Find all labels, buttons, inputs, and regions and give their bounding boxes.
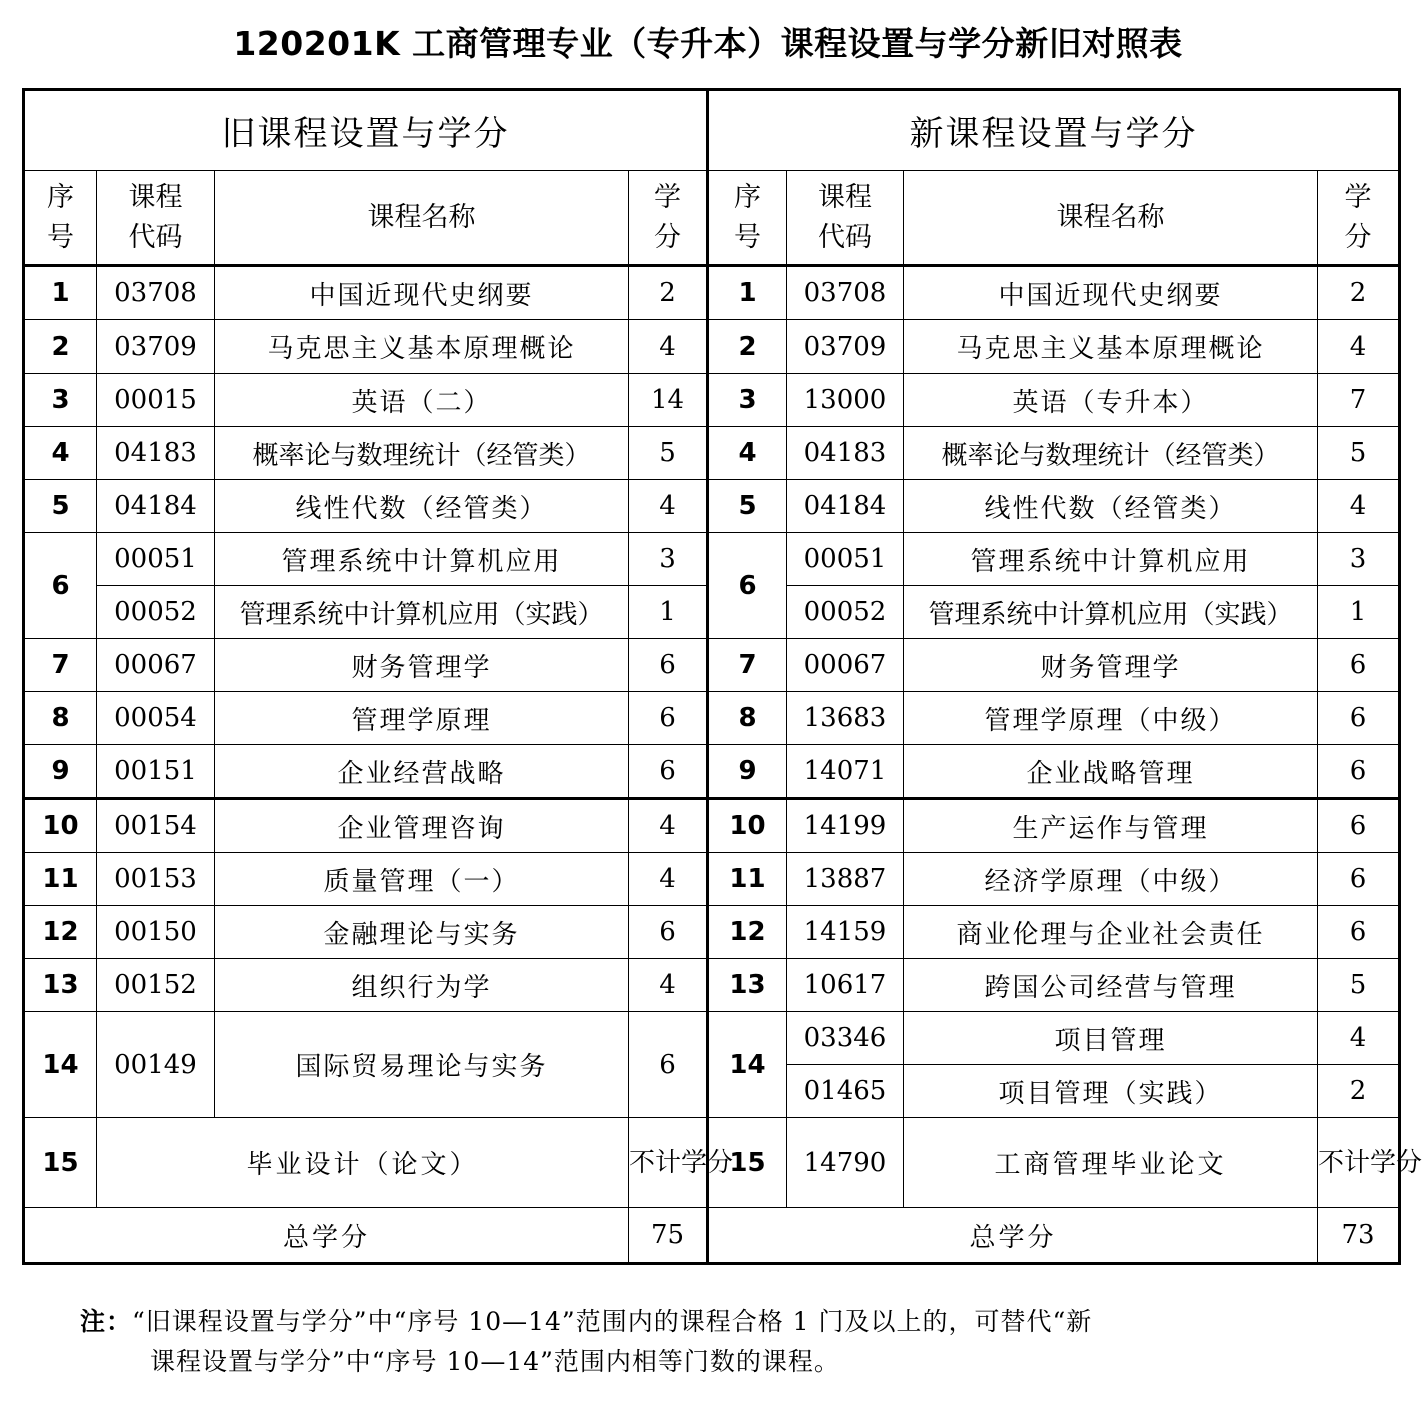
new-code: 03709 bbox=[787, 320, 904, 374]
old-code: 00052 bbox=[97, 586, 215, 639]
new-credit: 2 bbox=[1318, 266, 1400, 320]
table-row bbox=[24, 639, 1400, 692]
section-header-row bbox=[24, 90, 1400, 171]
new-credit: 4 bbox=[1318, 320, 1400, 374]
old-code-header: 课程 代码 bbox=[97, 171, 215, 266]
new-total-credits: 73 bbox=[1318, 1208, 1400, 1264]
new-code: 00067 bbox=[787, 639, 904, 692]
new-credit: 5 bbox=[1318, 959, 1400, 1012]
old-code: 00153 bbox=[97, 853, 215, 906]
new-credit: 6 bbox=[1318, 799, 1400, 853]
new-code: 13683 bbox=[787, 692, 904, 745]
new-code: 10617 bbox=[787, 959, 904, 1012]
new-course-name: 中国近现代史纲要 bbox=[904, 266, 1318, 320]
old-code: 04183 bbox=[97, 427, 215, 480]
table-row bbox=[24, 1118, 1400, 1208]
new-name-header: 课程名称 bbox=[904, 171, 1318, 266]
new-seq: 9 bbox=[708, 745, 787, 799]
old-seq: 9 bbox=[24, 745, 97, 799]
old-course-name: 金融理论与实务 bbox=[215, 906, 629, 959]
new-credit: 3 bbox=[1318, 533, 1400, 586]
new-code: 14790 bbox=[787, 1118, 904, 1208]
old-seq: 3 bbox=[24, 374, 97, 427]
new-credit: 不计学分 bbox=[1318, 1118, 1400, 1208]
column-header-row bbox=[24, 171, 1400, 266]
old-credit: 4 bbox=[629, 959, 708, 1012]
new-credit: 4 bbox=[1318, 480, 1400, 533]
new-credit: 1 bbox=[1318, 586, 1400, 639]
old-seq-header: 序 号 bbox=[24, 171, 97, 266]
old-course-name: 概率论与数理统计（经管类） bbox=[215, 427, 629, 480]
footnote bbox=[80, 1302, 1370, 1382]
new-code: 03346 bbox=[787, 1012, 904, 1065]
new-seq: 14 bbox=[708, 1012, 787, 1118]
new-code: 00052 bbox=[787, 586, 904, 639]
new-code: 00051 bbox=[787, 533, 904, 586]
new-total-label: 总学分 bbox=[708, 1208, 1318, 1264]
new-credit: 7 bbox=[1318, 374, 1400, 427]
old-credit: 6 bbox=[629, 692, 708, 745]
old-credit: 14 bbox=[629, 374, 708, 427]
new-course-name: 商业伦理与企业社会责任 bbox=[904, 906, 1318, 959]
new-seq: 12 bbox=[708, 906, 787, 959]
total-row bbox=[24, 1208, 1400, 1264]
old-code: 00015 bbox=[97, 374, 215, 427]
new-course-name: 项目管理 bbox=[904, 1012, 1318, 1065]
new-course-name: 管理学原理（中级） bbox=[904, 692, 1318, 745]
old-seq: 12 bbox=[24, 906, 97, 959]
table-row bbox=[24, 1012, 1400, 1065]
old-seq: 15 bbox=[24, 1118, 97, 1208]
old-seq: 13 bbox=[24, 959, 97, 1012]
old-code: 00051 bbox=[97, 533, 215, 586]
new-code-header: 课程 代码 bbox=[787, 171, 904, 266]
old-credit: 3 bbox=[629, 533, 708, 586]
old-course-name: 企业管理咨询 bbox=[215, 799, 629, 853]
new-credit: 6 bbox=[1318, 906, 1400, 959]
new-section-title: 新课程设置与学分 bbox=[708, 90, 1400, 171]
new-course-name: 跨国公司经营与管理 bbox=[904, 959, 1318, 1012]
table-row bbox=[24, 799, 1400, 853]
new-seq: 6 bbox=[708, 533, 787, 639]
old-code: 00149 bbox=[97, 1012, 215, 1118]
old-credit: 6 bbox=[629, 745, 708, 799]
old-section-title: 旧课程设置与学分 bbox=[24, 90, 708, 171]
table-row bbox=[24, 853, 1400, 906]
old-code: 00150 bbox=[97, 906, 215, 959]
new-credit: 4 bbox=[1318, 1012, 1400, 1065]
table-row bbox=[24, 427, 1400, 480]
old-course-name: 中国近现代史纲要 bbox=[215, 266, 629, 320]
old-code: 00151 bbox=[97, 745, 215, 799]
new-credit: 6 bbox=[1318, 692, 1400, 745]
old-total-credits: 75 bbox=[629, 1208, 708, 1264]
old-credit: 4 bbox=[629, 799, 708, 853]
new-seq: 15 bbox=[708, 1118, 787, 1208]
old-code: 00152 bbox=[97, 959, 215, 1012]
new-course-name: 财务管理学 bbox=[904, 639, 1318, 692]
new-seq: 5 bbox=[708, 480, 787, 533]
new-seq: 2 bbox=[708, 320, 787, 374]
old-credit: 4 bbox=[629, 480, 708, 533]
table-row bbox=[24, 374, 1400, 427]
new-course-name: 企业战略管理 bbox=[904, 745, 1318, 799]
old-course-name: 毕业设计（论文） bbox=[97, 1118, 629, 1208]
old-name-header: 课程名称 bbox=[215, 171, 629, 266]
old-code: 00154 bbox=[97, 799, 215, 853]
new-seq: 4 bbox=[708, 427, 787, 480]
old-course-name: 财务管理学 bbox=[215, 639, 629, 692]
old-code: 00067 bbox=[97, 639, 215, 692]
new-course-name: 管理系统中计算机应用 bbox=[904, 533, 1318, 586]
new-code: 01465 bbox=[787, 1065, 904, 1118]
old-total-label: 总学分 bbox=[24, 1208, 629, 1264]
old-credit: 不计学分 bbox=[629, 1118, 708, 1208]
new-seq: 3 bbox=[708, 374, 787, 427]
new-credit-header: 学 分 bbox=[1318, 171, 1400, 266]
table-row bbox=[24, 533, 1400, 586]
old-credit: 6 bbox=[629, 906, 708, 959]
old-code: 03709 bbox=[97, 320, 215, 374]
old-course-name: 质量管理（一） bbox=[215, 853, 629, 906]
old-course-name: 企业经营战略 bbox=[215, 745, 629, 799]
old-seq: 11 bbox=[24, 853, 97, 906]
new-seq: 10 bbox=[708, 799, 787, 853]
new-code: 13887 bbox=[787, 853, 904, 906]
course-comparison-table bbox=[22, 88, 1422, 1265]
table-row bbox=[24, 692, 1400, 745]
old-code: 03708 bbox=[97, 266, 215, 320]
new-credit: 5 bbox=[1318, 427, 1400, 480]
old-code: 04184 bbox=[97, 480, 215, 533]
new-credit: 6 bbox=[1318, 745, 1400, 799]
new-credit: 6 bbox=[1318, 853, 1400, 906]
old-code: 00054 bbox=[97, 692, 215, 745]
new-seq: 7 bbox=[708, 639, 787, 692]
old-credit: 6 bbox=[629, 639, 708, 692]
table-row bbox=[24, 480, 1400, 533]
new-course-name: 经济学原理（中级） bbox=[904, 853, 1318, 906]
new-code: 14159 bbox=[787, 906, 904, 959]
new-code: 14199 bbox=[787, 799, 904, 853]
new-seq: 8 bbox=[708, 692, 787, 745]
old-seq: 7 bbox=[24, 639, 97, 692]
table-row bbox=[24, 320, 1400, 374]
old-seq: 6 bbox=[24, 533, 97, 639]
new-code: 14071 bbox=[787, 745, 904, 799]
footnote-line-1: “旧课程设置与学分”中“序号 10—14”范围内的课程合格 1 门及以上的，可替代“新 bbox=[132, 1307, 1093, 1336]
table-row bbox=[24, 745, 1400, 799]
old-course-name: 马克思主义基本原理概论 bbox=[215, 320, 629, 374]
old-course-name: 线性代数（经管类） bbox=[215, 480, 629, 533]
old-seq: 14 bbox=[24, 1012, 97, 1118]
table-row bbox=[24, 959, 1400, 1012]
old-course-name: 管理系统中计算机应用 bbox=[215, 533, 629, 586]
new-course-name: 管理系统中计算机应用（实践） bbox=[904, 586, 1318, 639]
new-seq-header: 序 号 bbox=[708, 171, 787, 266]
footnote-line-2: 课程设置与学分”中“序号 10—14”范围内相等门数的课程。 bbox=[150, 1347, 840, 1376]
old-seq: 2 bbox=[24, 320, 97, 374]
new-code: 04184 bbox=[787, 480, 904, 533]
new-code: 04183 bbox=[787, 427, 904, 480]
new-course-name: 工商管理毕业论文 bbox=[904, 1118, 1318, 1208]
old-course-name: 管理学原理 bbox=[215, 692, 629, 745]
old-course-name: 英语（二） bbox=[215, 374, 629, 427]
new-seq: 13 bbox=[708, 959, 787, 1012]
table-row bbox=[24, 266, 1400, 320]
old-seq: 8 bbox=[24, 692, 97, 745]
old-seq: 4 bbox=[24, 427, 97, 480]
new-course-name: 生产运作与管理 bbox=[904, 799, 1318, 853]
old-course-name: 国际贸易理论与实务 bbox=[215, 1012, 629, 1118]
old-credit: 1 bbox=[629, 586, 708, 639]
new-code: 03708 bbox=[787, 266, 904, 320]
old-credit: 4 bbox=[629, 853, 708, 906]
old-seq: 5 bbox=[24, 480, 97, 533]
old-credit: 4 bbox=[629, 320, 708, 374]
old-credit-header: 学 分 bbox=[629, 171, 708, 266]
new-course-name: 英语（专升本） bbox=[904, 374, 1318, 427]
old-credit: 6 bbox=[629, 1012, 708, 1118]
old-seq: 1 bbox=[24, 266, 97, 320]
new-credit: 2 bbox=[1318, 1065, 1400, 1118]
new-course-name: 线性代数（经管类） bbox=[904, 480, 1318, 533]
new-credit: 6 bbox=[1318, 639, 1400, 692]
new-course-name: 概率论与数理统计（经管类） bbox=[904, 427, 1318, 480]
new-course-name: 马克思主义基本原理概论 bbox=[904, 320, 1318, 374]
new-seq: 1 bbox=[708, 266, 787, 320]
new-course-name: 项目管理（实践） bbox=[904, 1065, 1318, 1118]
old-course-name: 管理系统中计算机应用（实践） bbox=[215, 586, 629, 639]
table-row bbox=[24, 906, 1400, 959]
old-seq: 10 bbox=[24, 799, 97, 853]
new-code: 13000 bbox=[787, 374, 904, 427]
footnote-label: 注： bbox=[80, 1307, 133, 1336]
old-course-name: 组织行为学 bbox=[215, 959, 629, 1012]
old-credit: 5 bbox=[629, 427, 708, 480]
old-credit: 2 bbox=[629, 266, 708, 320]
page-title: 120201K 工商管理专业（专升本）课程设置与学分新旧对照表 bbox=[233, 24, 1183, 63]
new-seq: 11 bbox=[708, 853, 787, 906]
